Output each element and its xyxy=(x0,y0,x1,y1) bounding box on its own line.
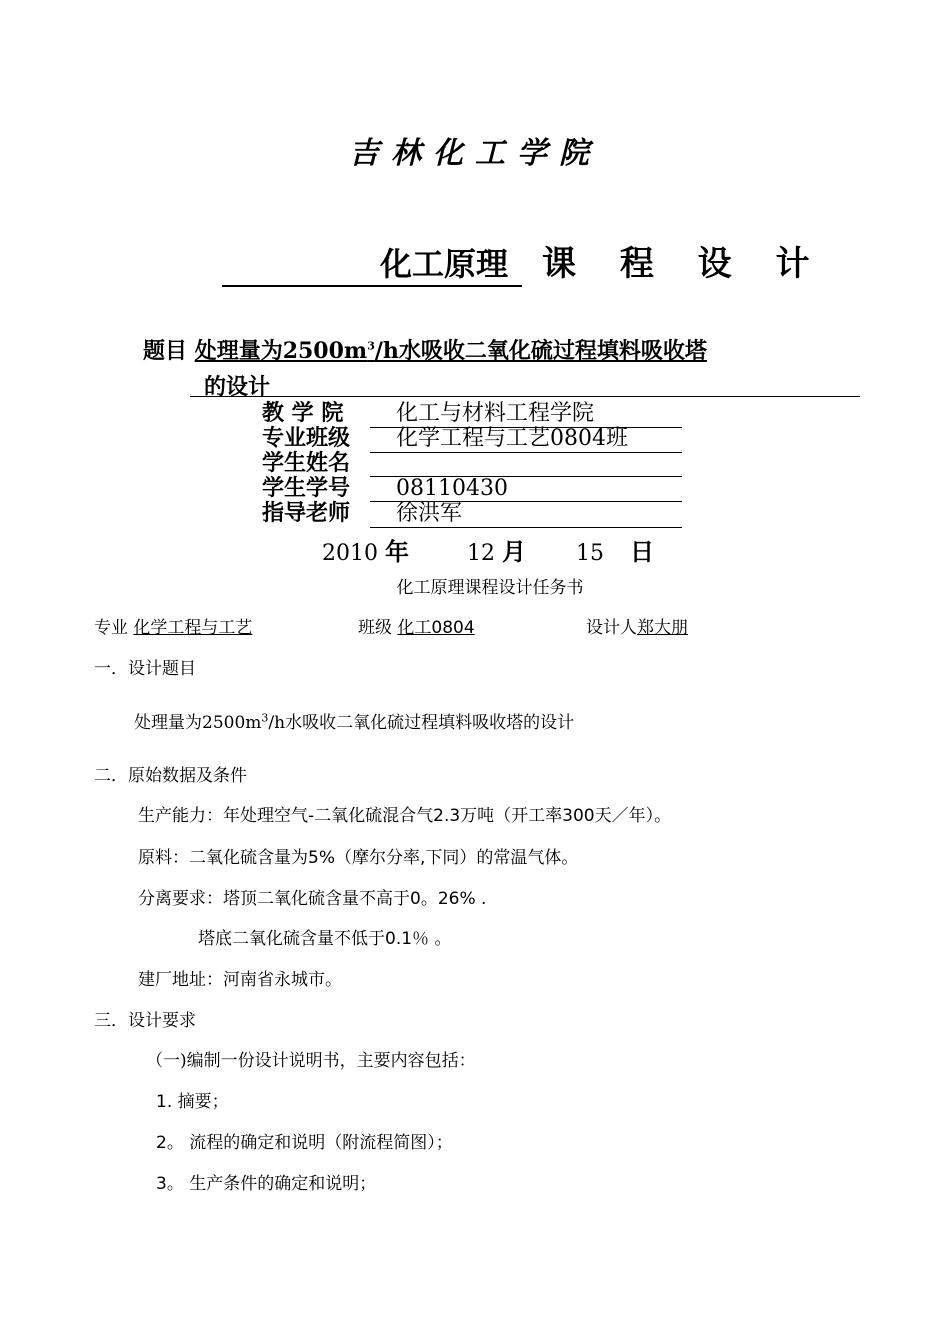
meta-major xyxy=(94,613,305,638)
info-row-class xyxy=(262,421,682,451)
date-month-unit: 月 xyxy=(502,537,526,566)
section-2-site: 建厂地址：河南省永城市。 xyxy=(138,970,342,990)
course-design-label: 课 程 设 计 xyxy=(542,244,826,284)
meta-class xyxy=(358,613,539,638)
list-item: 3。 生产条件的确定和说明； xyxy=(156,1174,377,1194)
info-row-college xyxy=(262,396,682,426)
section-1-text: 处理量为$2500m^3/h$水吸收二氧化硫过程填料吸收塔的设计 xyxy=(134,711,575,733)
date-day: 15 xyxy=(576,541,604,566)
class-value: 化工0804 xyxy=(397,618,475,638)
designer-value: 郑大朋 xyxy=(637,618,688,638)
section-2-separation-bottom: 塔底二氧化硫含量不低于0.1％ 。 xyxy=(198,929,452,949)
section-1-title: 一．设计题目 xyxy=(94,659,196,679)
major-value: 化学工程与工艺 xyxy=(133,618,253,638)
info-row-name xyxy=(262,446,682,476)
meta-designer xyxy=(586,613,688,638)
info-label: 教 学 院 xyxy=(262,400,344,426)
date-month: 12 xyxy=(467,541,495,566)
section-3-title: 三．设计要求 xyxy=(94,1011,196,1031)
section-3-subtitle: （一)编制一份设计说明书，主要内容包括： xyxy=(146,1051,476,1071)
info-value: 08110430 xyxy=(370,476,682,502)
class-label: 班级 xyxy=(358,618,392,638)
list-item: 1. 摘要； xyxy=(156,1092,229,1112)
info-value: 徐洪军 xyxy=(370,496,682,528)
section-2-title: 二．原始数据及条件 xyxy=(94,766,247,786)
topic-text-2: 的设计 xyxy=(204,374,271,400)
info-label: 指导老师 xyxy=(262,500,351,526)
topic-line-2 xyxy=(190,370,860,400)
list-item: 2。 流程的确定和说明（附流程简图）； xyxy=(156,1133,453,1153)
info-value: 化学工程与工艺0804班 xyxy=(370,421,682,453)
topic-label: 题目 xyxy=(143,338,188,364)
topic-text-1: 处理量为$2500m^3/h$水吸收二氧化硫过程填料吸收塔 xyxy=(194,338,707,364)
course-title xyxy=(222,236,826,284)
info-value: 化工与材料工程学院 xyxy=(370,396,682,428)
date-line xyxy=(322,532,654,567)
designer-label: 设计人 xyxy=(586,618,637,638)
info-row-student-id xyxy=(262,471,682,501)
task-book-title: 化工原理课程设计任务书 xyxy=(396,578,584,598)
section-2-capacity: 生产能力：年处理空气-二氧化硫混合气2.3万吨（开工率300天／年）。 xyxy=(138,806,672,826)
info-row-advisor xyxy=(262,496,682,526)
section-2-separation-top: 分离要求：塔顶二氧化硫含量不高于0。26% . xyxy=(138,889,487,909)
date-year: 2010 xyxy=(322,541,378,566)
info-label: 学生学号 xyxy=(262,475,351,501)
course-name: 化工原理 xyxy=(222,239,522,287)
info-label: 学生姓名 xyxy=(262,450,351,476)
major-label: 专业 xyxy=(94,618,128,638)
info-label: 专业班级 xyxy=(262,425,351,451)
date-year-unit: 年 xyxy=(385,537,409,566)
date-day-unit: 日 xyxy=(630,537,654,566)
section-2-material: 原料：二氧化硫含量为5%（摩尔分率,下同）的常温气体。 xyxy=(138,848,579,868)
topic-line-1 xyxy=(143,334,707,365)
school-name: 吉林化工学院 xyxy=(349,136,601,171)
